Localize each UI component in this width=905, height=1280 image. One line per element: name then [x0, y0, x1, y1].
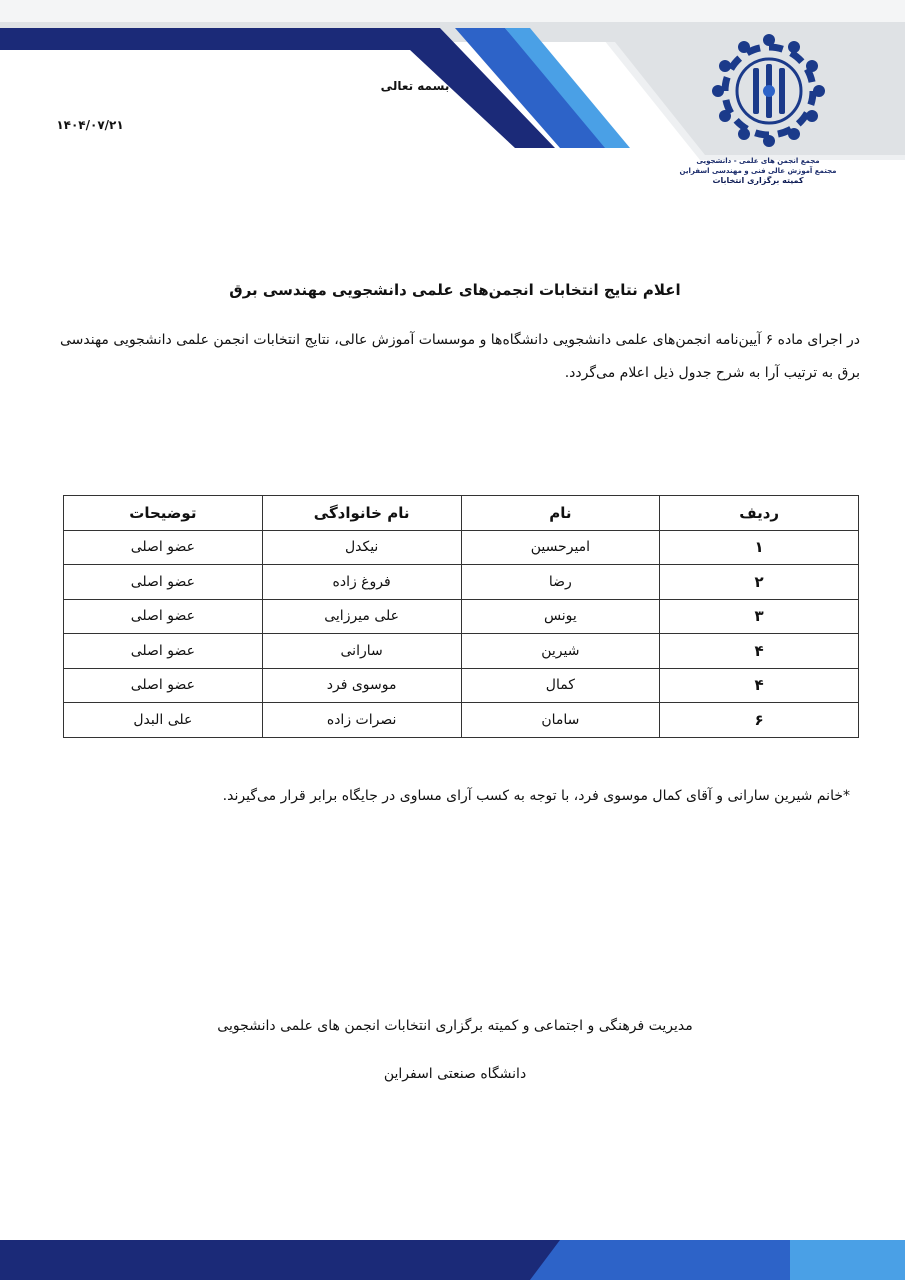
header-description: توضیحات [64, 496, 263, 531]
results-table [63, 495, 859, 738]
cell-first-name: کمال [461, 668, 660, 703]
document-date: ۱۴۰۴/۰۷/۲۱ [56, 118, 124, 132]
cell-first-name: یونس [461, 599, 660, 634]
cell-description: عضو اصلی [64, 668, 263, 703]
cell-last-name: علی میرزایی [262, 599, 461, 634]
header-first-name: نام [461, 496, 660, 531]
association-logo-icon [708, 30, 830, 152]
header-last-name: نام خانوادگی [262, 496, 461, 531]
table-row [64, 703, 859, 738]
cell-rank: ۴ [660, 634, 859, 669]
cell-rank: ۳ [660, 599, 859, 634]
cell-rank: ۲ [660, 565, 859, 600]
tie-note: *خانم شیرین سارانی و آقای کمال موسوی فرد، با توجه به کسب آرای مساوی در جایگاه برابر قرار می‌گیرند. [222, 788, 850, 804]
footer-issuer: مدیریت فرهنگی و اجتماعی و کمیته برگزاری انتخابات انجمن های علمی دانشجویی [217, 1018, 693, 1034]
bismillah: بسمه تعالی [380, 79, 450, 93]
cell-description: عضو اصلی [64, 599, 263, 634]
table-header-row [64, 496, 859, 531]
footer-university: دانشگاه صنعتی اسفراین [383, 1066, 527, 1082]
logo-caption-line: مجتمع آموزش عالی فنی و مهندسی اسفراین [679, 167, 837, 175]
header-rank: ردیف [660, 496, 859, 531]
footer-decoration [0, 1240, 905, 1280]
logo-caption-line: کمیته برگزاری انتخابات [712, 176, 804, 185]
document-title: اعلام نتایج انتخابات انجمن‌های علمی دانشجویی مهندسی برق [229, 281, 681, 299]
cell-last-name: فروغ زاده [262, 565, 461, 600]
table-row [64, 668, 859, 703]
table-row [64, 634, 859, 669]
cell-last-name: سارانی [262, 634, 461, 669]
cell-rank: ۱ [660, 530, 859, 565]
cell-rank: ۶ [660, 703, 859, 738]
intro-paragraph: در اجرای ماده ۶ آیین‌نامه انجمن‌های علمی دانشجویی دانشگاه‌ها و موسسات آموزش عالی، نتایج انتخابات انجمن علمی دانشجویی مهندسی برق به ترتیب آرا به شرح جدول ذیل اعلام می‌گردد. [60, 332, 860, 381]
cell-rank: ۴ [660, 668, 859, 703]
logo-caption-line: مجمع انجمن های علمی - دانشجویی [696, 157, 820, 165]
cell-description: عضو اصلی [64, 565, 263, 600]
cell-description: عضو اصلی [64, 530, 263, 565]
cell-last-name: نصرات زاده [262, 703, 461, 738]
cell-first-name: سامان [461, 703, 660, 738]
cell-description: علی البدل [64, 703, 263, 738]
table-row [64, 565, 859, 600]
cell-first-name: رضا [461, 565, 660, 600]
cell-last-name: نیکدل [262, 530, 461, 565]
table-row [64, 530, 859, 565]
cell-first-name: امیرحسین [461, 530, 660, 565]
table-row [64, 599, 859, 634]
cell-last-name: موسوی فرد [262, 668, 461, 703]
cell-description: عضو اصلی [64, 634, 263, 669]
cell-first-name: شیرین [461, 634, 660, 669]
logo-caption [678, 156, 838, 186]
